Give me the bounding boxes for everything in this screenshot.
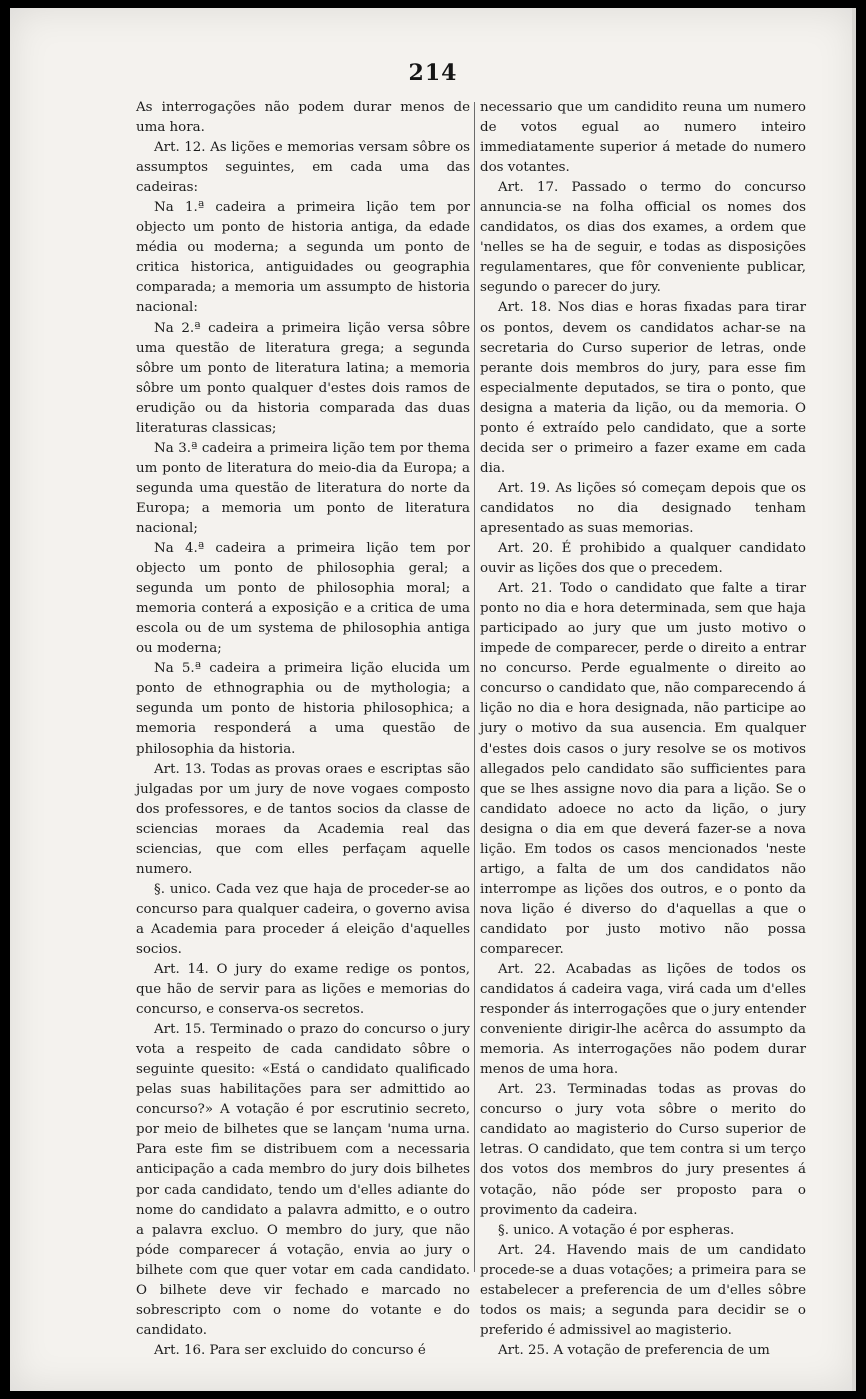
paragraph: Art. 18. Nos dias e horas fixadas para tirar os pontos, devem os candidatos achar-se na secretaria do Curso superior de letras, onde perante dois membros do jury, para esse fim especialmente deputados, se tira o ponto, que designa a materia da lição, ou da memoria. O ponto é extraído pelo candidato, que a sorte decida ser o primeiro a fazer exame em cada dia. [480,300,806,476]
paragraph: Na 4.ª cadeira a primeira lição tem por objecto um ponto de philosophia geral; a segunda um ponto de philosophia moral; a memoria conterá a exposição e a critica de uma escola ou de um systema de philosophia antiga ou moderna; [136,541,470,657]
column-divider [474,102,475,1272]
paragraph: Art. 17. Passado o termo do concurso annuncia-se na folha official os nomes dos candidatos, os dias dos exames, a ordem que 'nelles se ha de seguir, e todas as disposições regulamentares, que fôr conveniente publicar, segundo o parecer do jury. [480,180,806,296]
paragraph: Art. 20. É prohibido a qualquer candidato ouvir as lições dos que o precedem. [480,541,806,577]
paragraph: Art. 16. Para ser excluido do concurso é [154,1342,426,1358]
paragraph: Na 2.ª cadeira a primeira lição versa sôbre uma questão de literatura grega; a segunda sôbre um ponto de literatura latina; a memoria sôbre um ponto qualquer d'estes dois ramos de erudição ou da historia comparada das duas literaturas classicas; [136,320,470,436]
paragraph: Na 1.ª cadeira a primeira lição tem por objecto um ponto de historia antiga, da edade média ou moderna; a segunda um ponto de critica historica, antiguidades ou geographia comparada; a memoria um assumpto de historia nacional: [136,200,470,316]
paragraph: Art. 22. Acabadas as lições de todos os candidatos á cadeira vaga, virá cada um d'elles responder ás interrogações que o jury entender conveniente dirigir-lhe acêrca do assumpto da memoria. As interrogações não podem durar menos de uma hora. [480,962,806,1078]
paragraph: Art. 24. Havendo mais de um candidato procede-se a duas votações; a primeira para se estabelecer a preferencia de um d'elles sôbre todos os mais; a segunda para decidir se o preferido é admissivel ao magisterio. [480,1242,806,1338]
page-sheet [10,8,856,1391]
paragraph: As interrogações não podem durar menos de uma hora. [136,100,470,136]
paragraph: Art. 13. Todas as provas oraes e escriptas são julgadas por um jury de nove vogaes composto dos professores, e de tantos socios da classe de sciencias moraes da Academia real das sciencias, que com elles perfaçam aquelle numero. [136,761,470,877]
paragraph: necessario que um candidito reuna um numero de votos egual ao numero inteiro immediatamente superior á metade do numero dos votantes. [480,100,806,176]
page-edge [852,8,856,1391]
page-number: 214 [408,60,458,86]
paragraph: Art. 12. As lições e memorias versam sôbre os assumptos seguintes, em cada uma das cadeiras: [136,140,470,196]
paragraph: §. unico. Cada vez que haja de proceder-se ao concurso para qualquer cadeira, o governo avisa a Academia para proceder á eleição d'aquelles socios. [136,881,470,957]
left-column [136,98,470,1361]
paragraph: Art. 19. As lições só começam depois que os candidatos no dia designado tenham apresentado as suas memorias. [480,480,806,536]
paragraph: Na 5.ª cadeira a primeira lição elucida um ponto de ethnographia ou de mythologia; a segunda um ponto de historia philosophica; a memoria responderá a uma questão de philosophia da historia. [136,661,470,757]
paragraph: Art. 21. Todo o candidato que falte a tirar ponto no dia e hora determinada, sem que haja participado ao jury que um justo motivo o impede de comparecer, perde o direito a entrar no concurso. Perde egualmente o direito ao concurso o candidato que, não comparecendo á lição no dia e hora designada, não participe ao jury o motivo da sua ausencia. Em qualquer d'estes dois casos o jury resolve se os motivos allegados pelo candidato são sufficientes para que se lhes assigne novo dia para a lição. Se o candidato adoece no acto da lição, o jury designa o dia em que deverá fazer-se a nova lição. Em todos os casos mencionados 'neste artigo, a falta de um dos candidatos não interrompe as lições dos outros, e o ponto da nova lição é diverso do d'aquellas a que o candidato por justo motivo não possa comparecer. [480,581,806,957]
paragraph: Art. 15. Terminado o prazo do concurso o jury vota a respeito de cada candidato sôbre o seguinte quesito: «Está o candidato qualificado pelas suas habilitações para ser admittido ao concurso?» A votação é por escrutinio secreto, por meio de bilhetes que se lançam 'numa urna. Para este fim se distribuem com a necessaria anticipação a cada membro do jury dois bilhetes por cada candidato, tendo um d'elles adiante do nome do candidato a palavra admitto, e o outro a palavra excluo. O membro do jury, que não póde comparecer á votação, envia ao jury o bilhete com que quer votar em cada candidato. O bilhete deve vir fechado e marcado no sobrescripto com o nome do votante e do candidato. [136,1022,470,1338]
paragraph: Art. 14. O jury do exame redige os pontos, que hão de servir para as lições e memorias do concurso, e conserva-os secretos. [136,962,470,1018]
paragraph: Art. 25. A votação de preferencia de um [498,1342,770,1358]
paragraph: §. unico. A votação é por espheras. [498,1222,735,1238]
paragraph: Art. 23. Terminadas todas as provas do concurso o jury vota sôbre o merito do candidato ao magisterio do Curso superior de letras. O candidato, que tem contra si um terço dos votos dos membros do jury presentes á votação, não póde ser proposto para o provimento da cadeira. [480,1082,806,1218]
paragraph: Na 3.ª cadeira a primeira lição tem por thema um ponto de literatura do meio-dia da Europa; a segunda uma questão de literatura do norte da Europa; a memoria um ponto de literatura nacional; [136,440,470,536]
right-column [480,98,806,1361]
